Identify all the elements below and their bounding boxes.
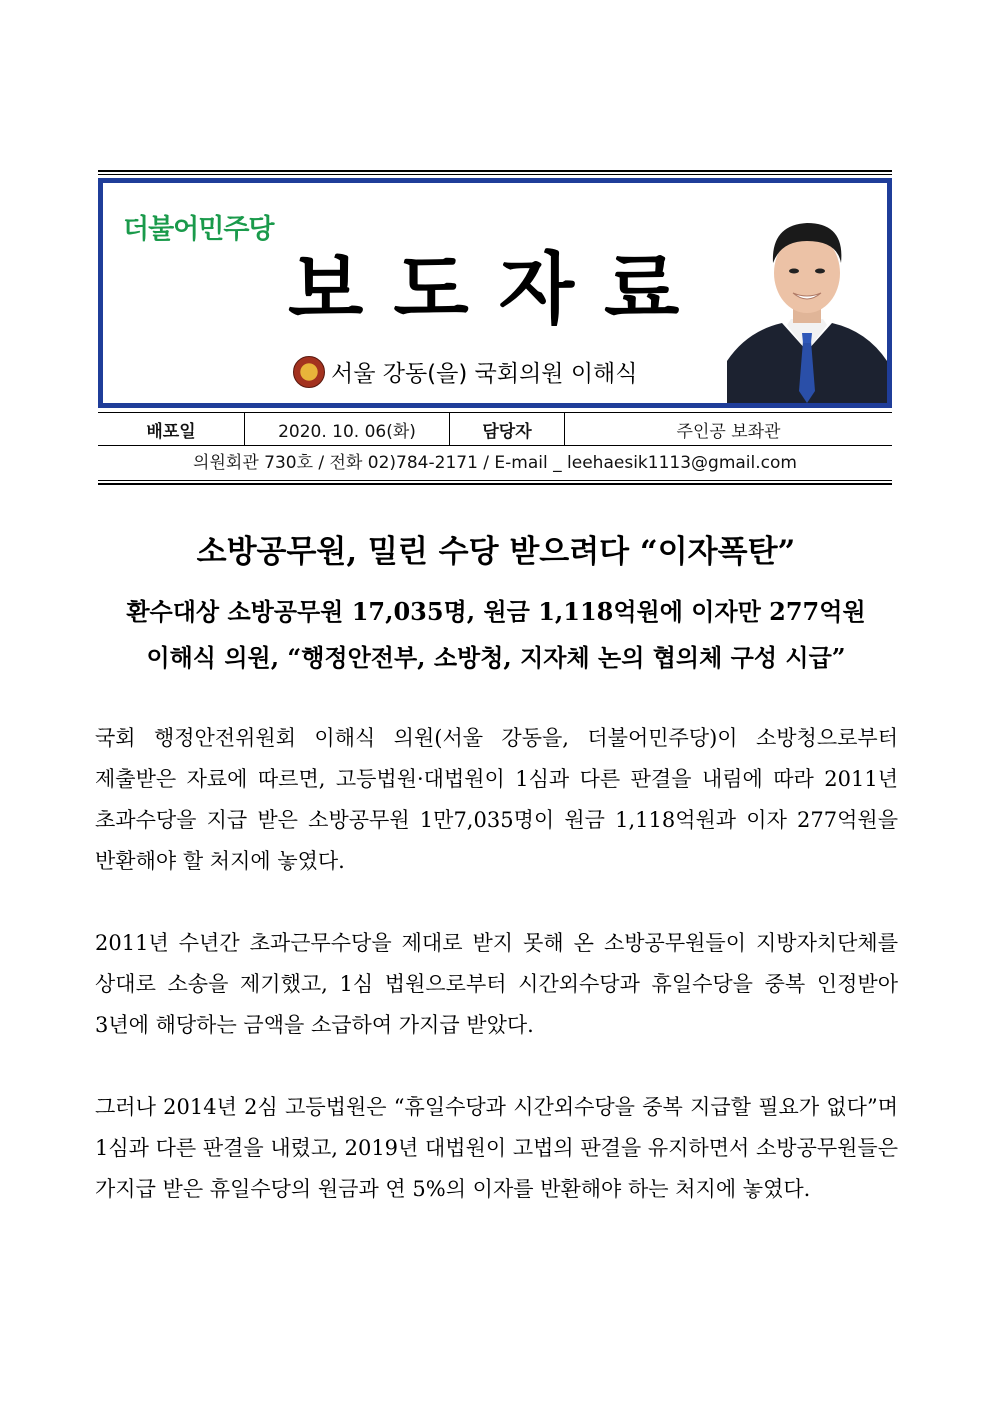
- sub-headline-1: 환수대상 소방공무원 17,035명, 원금 1,118억원에 이자만 277억원: [126, 597, 866, 626]
- release-date-label: 배포일: [98, 413, 245, 446]
- lawmaker-subtitle: [293, 355, 638, 388]
- national-assembly-seal-icon: [293, 356, 325, 388]
- header-top-rule-thin: [98, 174, 892, 175]
- lawmaker-photo: [727, 201, 887, 403]
- contact-person-label: 담당자: [450, 413, 565, 446]
- paragraph-2: 2011년 수년간 초과근무수당을 제대로 받지 못해 온 소방공무원들이 지방자치단체를 상대로 소송을 제기했고, 1심 법원으로부터 시간외수당과 휴일수당을 중복 인정받아 3년에 해당하는 금액을 소급하여 가지급 받았다.: [95, 931, 898, 1037]
- release-date-value: 2020. 10. 06(화): [245, 413, 450, 446]
- sub-headline-2: 이해식 의원, “행정안전부, 소방청, 지자체 논의 협의체 구성 시급”: [146, 643, 846, 672]
- header-top-rule: [98, 170, 892, 172]
- main-headline: 소방공무원, 밀린 수당 받으려다 “이자폭탄”: [196, 534, 796, 570]
- press-header: [98, 170, 892, 485]
- portrait-image: [727, 201, 887, 403]
- lawmaker-subtitle-text: 서울 강동(을) 국회의원 이해식: [331, 361, 638, 387]
- header-bottom-rule: [98, 483, 892, 485]
- party-logo: 더불어민주당: [123, 214, 274, 245]
- contact-line: 의원회관 730호 / 전화 02)784-2171 / E-mail _ leehaesik1113@gmail.com: [98, 446, 892, 481]
- paragraph-3: 그러나 2014년 2심 고등법원은 “휴일수당과 시간외수당을 중복 지급할 필요가 없다”며 1심과 다른 판결을 내렸고, 2019년 대법원이 고법의 판결을 유지하면서 소방공무원들은 가지급 받은 휴일수당의 원금과 연 5%의 이자를 반환해야 하는 처지에 놓였다.: [95, 1095, 898, 1201]
- article-body: [95, 718, 898, 1251]
- contact-person-value: 주인공 보좌관: [565, 413, 893, 446]
- paragraph-1: 국회 행정안전위원회 이해식 의원(서울 강동을, 더불어민주당)이 소방청으로부터 제출받은 자료에 따르면, 고등법원·대법원이 1심과 다른 판결을 내림에 따라 2011년 초과수당을 지급 받은 소방공무원 1만7,035명이 원금 1,118억원과 이자 277억원을 반환해야 할 처지에 놓였다.: [95, 726, 898, 873]
- press-release-title: 보도자료: [288, 245, 710, 335]
- release-info-table: [98, 412, 892, 446]
- press-banner: [98, 178, 892, 408]
